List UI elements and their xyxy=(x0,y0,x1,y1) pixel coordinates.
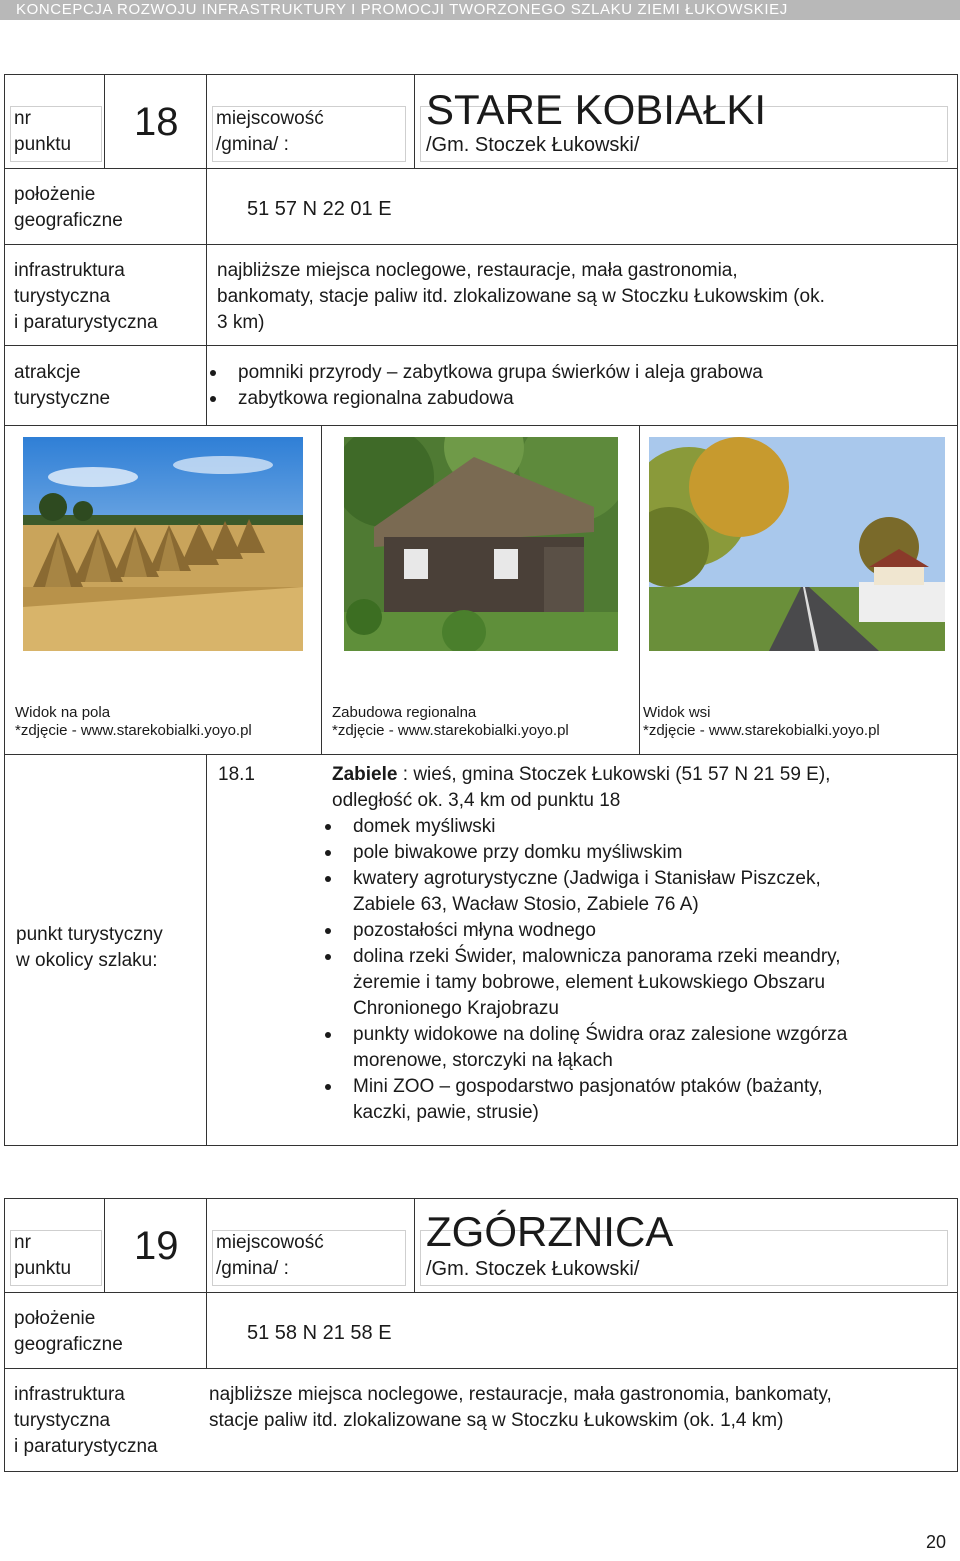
place-gmina: /Gm. Stoczek Łukowski/ xyxy=(426,134,640,156)
nearby-desc: : wieś, gmina Stoczek Łukowski (51 57 N 21 59 E), xyxy=(397,764,831,785)
nearby-list xyxy=(323,814,953,1126)
label-infrastruktura: infrastruktura xyxy=(14,260,125,281)
label-nr: nr xyxy=(14,1232,31,1253)
list-item: dolina rzeki Świder, malownicza panorama rzeki meandry, żeremie i tamy bobrowe, element Łukowskiego Obszaru Chronionego Krajobrazu xyxy=(323,944,953,1022)
fields-image xyxy=(23,437,303,651)
label-miejscowosc: miejscowość xyxy=(216,108,324,129)
place-name: STARE KOBIAŁKI xyxy=(426,86,766,133)
label-atrakcje: atrakcje xyxy=(14,362,81,383)
page-number: 20 xyxy=(925,1532,946,1552)
label-w-okolicy: w okolicy szlaku: xyxy=(16,950,158,971)
nearby-id: 18.1 xyxy=(218,764,255,785)
nearby-name: Zabiele xyxy=(332,764,398,785)
photo-regional-building xyxy=(344,437,618,651)
infra-line: bankomaty, stacje paliw itd. zlokalizowane są w Stoczku Łukowskim (ok. xyxy=(217,286,825,307)
document-header: KONCEPCJA ROZWOJU INFRASTRUKTURY I PROMOCJI TWORZONEGO SZLAKU ZIEMI ŁUKOWSKIEJ xyxy=(0,0,960,20)
label-geograficzne: geograficzne xyxy=(14,210,123,231)
photo-caption: Zabudowa regionalna xyxy=(332,704,477,721)
place-name: ZGÓRZNICA xyxy=(426,1208,674,1255)
label-punktu: punktu xyxy=(14,1258,72,1279)
label-punkt-turystyczny: punkt turystyczny xyxy=(16,924,163,945)
list-item: punkty widokowe na dolinę Świdra oraz zalesione wzgórza morenowe, storczyki na łąkach xyxy=(323,1022,953,1074)
list-item: pole biwakowe przy domku myśliwskim xyxy=(323,840,953,866)
list-item: zabytkowa regionalna zabudowa xyxy=(208,386,763,412)
label-paraturystyczna: i paraturystyczna xyxy=(14,1436,158,1457)
label-nr: nr xyxy=(14,108,31,129)
coordinates: 51 58 N 21 58 E xyxy=(247,1322,392,1344)
list-item: domek myśliwski xyxy=(323,814,953,840)
infra-line: 3 km) xyxy=(217,312,265,333)
photo-fields xyxy=(23,437,303,651)
label-geograficzne: geograficzne xyxy=(14,1334,123,1355)
infra-line: najbliższe miejsca noclegowe, restauracje, mała gastronomia, bankomaty, xyxy=(209,1384,832,1405)
photo-credit: *zdjęcie - www.starekobialki.yoyo.pl xyxy=(643,722,880,739)
label-turystyczna: turystyczna xyxy=(14,1410,111,1431)
attractions-list xyxy=(208,360,763,412)
list-item: pozostałości młyna wodnego xyxy=(323,918,953,944)
label-gmina: /gmina/ : xyxy=(216,134,289,155)
place-gmina: /Gm. Stoczek Łukowski/ xyxy=(426,1258,640,1280)
list-item: Mini ZOO – gospodarstwo pasjonatów ptaków (bażanty, kaczki, pawie, strusie) xyxy=(323,1074,953,1126)
nearby-distance: odległość ok. 3,4 km od punktu 18 xyxy=(332,790,621,811)
label-punktu: punktu xyxy=(14,134,72,155)
photo-village xyxy=(649,437,945,651)
list-item: pomniki przyrody – zabytkowa grupa świerków i aleja grabowa xyxy=(208,360,763,386)
coordinates: 51 57 N 22 01 E xyxy=(247,198,392,220)
list-item: kwatery agroturystyczne (Jadwiga i Stanisław Piszczek, Zabiele 63, Wacław Stosio, Zabiele 76 A) xyxy=(323,866,953,918)
photo-credit: *zdjęcie - www.starekobialki.yoyo.pl xyxy=(332,722,569,739)
photo-caption: Widok wsi xyxy=(643,704,711,721)
label-polozenie: położenie xyxy=(14,184,96,205)
photo-credit: *zdjęcie - www.starekobialki.yoyo.pl xyxy=(15,722,252,739)
label-polozenie: położenie xyxy=(14,1308,96,1329)
label-paraturystyczna: i paraturystyczna xyxy=(14,312,158,333)
infra-line: stacje paliw itd. zlokalizowane są w Stoczku Łukowskim (ok. 1,4 km) xyxy=(209,1410,784,1431)
label-turystyczna: turystyczna xyxy=(14,286,111,307)
label-turystyczne: turystyczne xyxy=(14,388,111,409)
village-image xyxy=(649,437,945,651)
label-miejscowosc: miejscowość xyxy=(216,1232,324,1253)
house-image xyxy=(344,437,618,651)
label-gmina: /gmina/ : xyxy=(216,1258,289,1279)
entry-number: 19 xyxy=(134,1224,179,1268)
infra-line: najbliższe miejsca noclegowe, restauracje, mała gastronomia, xyxy=(217,260,738,281)
entry-number: 18 xyxy=(134,100,179,144)
photo-caption: Widok na pola xyxy=(15,704,111,721)
label-infrastruktura: infrastruktura xyxy=(14,1384,125,1405)
